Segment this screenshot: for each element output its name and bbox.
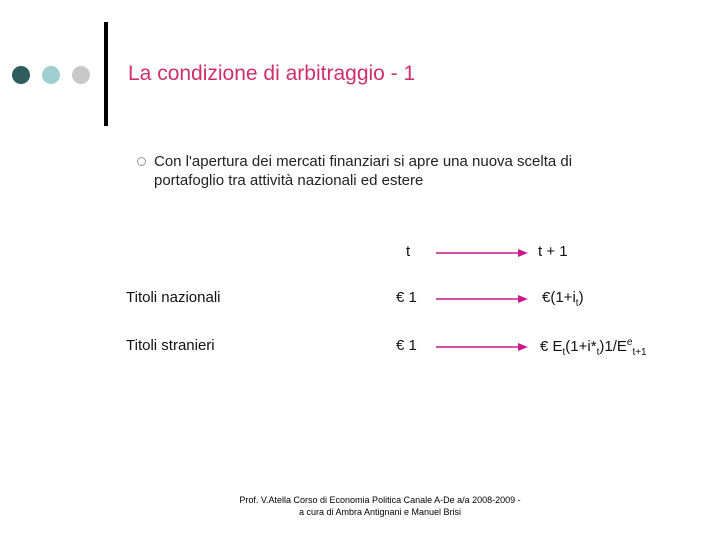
col-header-t1: t + 1	[538, 243, 568, 260]
value-t-nazionali: € 1	[396, 289, 417, 306]
value-t1-stranieri: € $E_t(1+i*_t)1/E^e_{t+1}$	[540, 337, 647, 358]
arrow-icon	[436, 247, 528, 259]
row-label-stranieri: Titoli stranieri	[126, 337, 215, 354]
value-t1-nazionali: $€(1+i_t)$	[542, 289, 584, 309]
title-divider	[104, 22, 108, 126]
slide-title: La condizione di arbitraggio - 1	[128, 62, 416, 85]
decor-dot-1	[12, 66, 30, 84]
decor-dot-2	[42, 66, 60, 84]
arrow-icon	[436, 341, 528, 353]
arrow-icon	[436, 293, 528, 305]
col-header-t: t	[406, 243, 411, 260]
decor-dot-3	[72, 66, 90, 84]
bullet-text: Con l'apertura dei mercati finanziari si apre una nuova scelta di portafoglio tra attività nazionali ed estere	[154, 153, 573, 189]
footer-line-2: a cura di Ambra Antignani e Manuel Brisi	[298, 507, 462, 517]
row-label-nazionali: Titoli nazionali	[126, 289, 221, 306]
slide-footer	[190, 494, 570, 518]
footer-line-1: Prof. V.Atella Corso di Economia Politica Canale A-De a/a 2008-2009 -	[239, 495, 521, 505]
value-t-stranieri: € 1	[396, 337, 417, 354]
bullet-circle-icon	[137, 157, 146, 166]
